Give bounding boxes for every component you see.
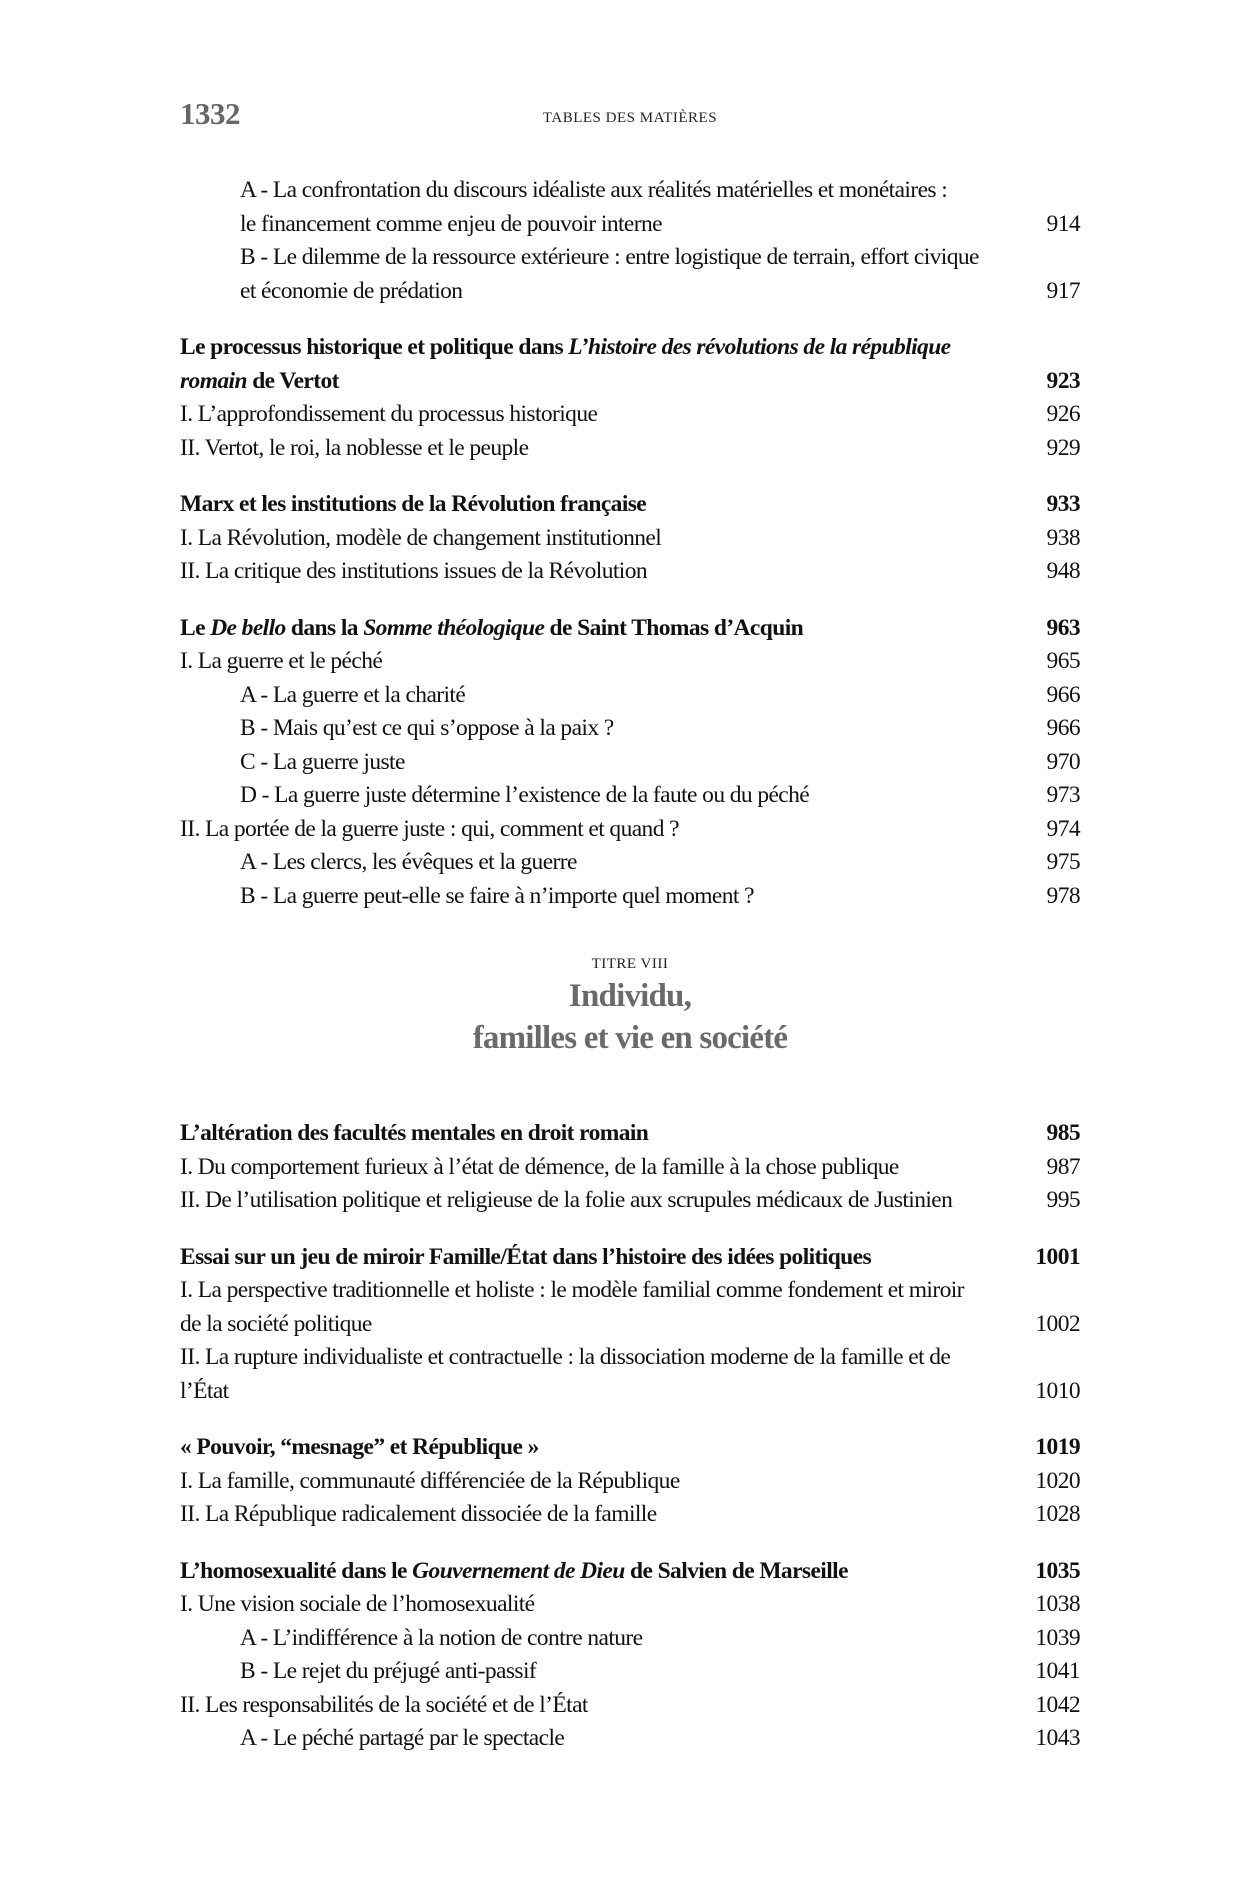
toc-text: II. Vertot, le roi, la noblesse et le peuple [180,434,529,461]
toc-text: II. Les responsabilités de la société et de l’État [180,1691,588,1718]
toc-subentry [180,712,1080,746]
toc-entry-text [180,712,1024,746]
toc-page-number: 914 [1046,210,1080,237]
toc-text: A - L’indifférence à la notion de contre nature [240,1624,643,1651]
toc-page-number: 917 [1046,277,1080,304]
toc-group [180,1117,1080,1218]
toc-entry-title [180,1431,1080,1465]
toc-entry-title [180,1555,1080,1589]
toc-subentry [180,1655,1080,1689]
toc-text: A - Le péché partagé par le spectacle [240,1725,565,1751]
toc-page-number: 966 [1046,681,1080,708]
toc-page-number: 975 [1046,849,1080,875]
toc-entry-text [180,846,1024,880]
toc-group [180,1431,1080,1532]
toc-text: L’homosexualité dans le [180,1557,413,1584]
toc-italic-text: Gouvernement de Dieu [412,1557,625,1584]
toc-subentry [180,241,1080,275]
toc-text: II. La rupture individualiste et contractuelle : la dissociation moderne de la famille et de l’État [180,1344,951,1404]
toc-entry-title [180,488,1080,522]
section-label: TITRE VIII [591,956,669,972]
toc-page-number: 966 [1046,715,1080,741]
toc-page-number: 965 [1046,648,1080,674]
toc-entry-text [180,645,1024,679]
toc-italic-text: De bello [210,614,286,641]
toc-page-number: 973 [1046,782,1080,808]
toc-entry-text [180,612,1024,646]
toc-group [180,612,1080,914]
toc-page-number: 1019 [1035,1434,1080,1460]
toc-page-number: 1042 [1035,1691,1080,1718]
toc-entry [180,1151,1080,1185]
toc-page-number: 974 [1046,815,1080,842]
toc-text: I. La perspective traditionnelle et holiste : le modèle familial comme fondement et miroir [180,1277,964,1303]
section-title-line2: familles et vie en société [472,1020,788,1056]
toc-text: A - Les clercs, les évêques et la guerre [240,849,577,875]
toc-entry-title [180,331,1080,365]
toc-entry-text [180,241,1024,275]
toc-entry [180,645,1080,679]
section-title-line1: Individu, [568,978,692,1014]
toc-subentry [180,746,1080,780]
toc-text: B - La guerre peut-elle se faire à n’importe quel moment ? [240,882,754,909]
toc-entry-text [180,1498,1024,1532]
toc-text: de la société politique [180,1310,372,1337]
toc-text: I. La famille, communauté différenciée de la République [180,1467,680,1494]
toc-text: B - Le rejet du préjugé anti-passif [240,1658,537,1684]
toc-page-number: 970 [1046,748,1080,775]
toc-entry [180,398,1080,432]
toc-page-number: 923 [1046,367,1080,394]
toc-entry-title [180,1241,1080,1275]
toc-group [180,174,1080,308]
toc-groups-before [180,174,1080,913]
page-header [180,96,1080,136]
running-title: TABLES DES MATIÈRES [542,110,718,126]
toc-entry-text [180,679,1024,713]
toc-subentry [180,846,1080,880]
toc-text: Le processus historique et politique dans [180,334,569,360]
toc-text: de Saint Thomas d’Acquin [544,614,804,641]
toc-entry [180,813,1080,847]
toc-page-number: 995 [1046,1187,1080,1213]
toc-subentry [180,275,1080,309]
toc-page-number: 929 [1046,434,1080,461]
toc-text: I. La Révolution, modèle de changement institutionnel [180,524,662,551]
toc-subentry [180,1722,1080,1756]
table-of-contents [180,174,1080,1779]
toc-text: Essai sur un jeu de miroir Famille/État dans l’histoire des idées politiques [180,1243,872,1270]
toc-entry-text [180,1241,1024,1275]
toc-entry [180,522,1080,556]
toc-entry [180,555,1080,589]
toc-entry [180,1341,1080,1408]
toc-entry-text [180,746,1024,780]
toc-entry [180,1465,1080,1499]
toc-text: II. De l’utilisation politique et religieuse de la folie aux scrupules médicaux de Justinien [180,1187,953,1213]
toc-text: de Salvien de Marseille [624,1557,848,1584]
toc-entry [180,1588,1080,1622]
toc-group [180,331,1080,465]
toc-entry-text [180,779,1024,813]
toc-page-number: 926 [1046,401,1080,427]
toc-page-number: 1039 [1035,1624,1080,1651]
toc-entry-text [180,398,1024,432]
toc-page-number: 1041 [1035,1658,1080,1684]
toc-entry-text [180,522,1024,556]
toc-subentry [180,880,1080,914]
toc-entry-text [180,1431,1024,1465]
toc-entry-text [180,1722,1024,1756]
toc-page-number: 1038 [1035,1591,1080,1617]
toc-groups-after [180,1117,1080,1756]
toc-entry-text [180,174,1024,208]
toc-entry-title [180,365,1080,399]
toc-entry-text [180,1184,1024,1218]
section-heading [180,953,1080,1059]
toc-text: II. La critique des institutions issues de la Révolution [180,558,648,584]
toc-page-number: 987 [1046,1153,1080,1180]
toc-entry-text [180,432,1024,466]
toc-entry-text [180,208,1024,242]
toc-entry-text [180,275,1024,309]
toc-entry [180,1498,1080,1532]
toc-page-number: 1010 [1035,1377,1080,1404]
toc-page-number: 1043 [1035,1725,1080,1751]
toc-text: dans la [285,614,364,641]
toc-entry-text [180,1274,1024,1308]
toc-page-number: 948 [1046,558,1080,584]
toc-entry-text [180,1341,1024,1408]
toc-italic-text: L’histoire des révolutions de la république [568,334,951,360]
toc-page-number: 985 [1046,1120,1080,1146]
toc-entry [180,1308,1080,1342]
toc-text: de Vertot [246,367,339,394]
toc-text: Le [180,614,211,641]
toc-entry-text [180,1655,1024,1689]
toc-text: I. Du comportement furieux à l’état de démence, de la famille à la chose publique [180,1153,899,1180]
toc-subentry [180,1622,1080,1656]
toc-entry-text [180,1308,1024,1342]
toc-text: B - Le dilemme de la ressource extérieure : entre logistique de terrain, effort civique [240,244,979,270]
toc-page-number: 1020 [1035,1467,1080,1494]
toc-entry [180,432,1080,466]
toc-entry-text [180,365,1024,399]
toc-group [180,1241,1080,1409]
toc-subentry [180,208,1080,242]
toc-text: « Pouvoir, “mesnage” et République » [180,1434,539,1460]
toc-text: II. La République radicalement dissociée de la famille [180,1501,657,1527]
toc-subentry [180,174,1080,208]
toc-entry-text [180,1622,1024,1656]
toc-text: II. La portée de la guerre juste : qui, comment et quand ? [180,815,679,842]
toc-group [180,488,1080,589]
toc-entry-text [180,331,1024,365]
toc-entry-text [180,1465,1024,1499]
toc-page-number: 933 [1046,491,1080,517]
toc-text: A - La guerre et la charité [240,681,466,708]
toc-entry [180,1184,1080,1218]
toc-entry-text [180,1117,1024,1151]
toc-page-number: 1035 [1035,1557,1080,1584]
toc-text: I. L’approfondissement du processus historique [180,401,598,427]
toc-text: le financement comme enjeu de pouvoir interne [240,210,662,237]
toc-group [180,1555,1080,1756]
toc-italic-text: romain [180,367,247,394]
toc-page-number: 978 [1046,882,1080,909]
toc-text: I. La guerre et le péché [180,648,383,674]
toc-entry-title [180,612,1080,646]
toc-subentry [180,679,1080,713]
toc-entry [180,1689,1080,1723]
toc-text: A - La confrontation du discours idéaliste aux réalités matérielles et monétaires : [240,177,948,203]
toc-entry-text [180,880,1024,914]
toc-page-number: 938 [1046,524,1080,551]
toc-entry-text [180,1689,1024,1723]
toc-entry [180,1274,1080,1308]
toc-text: B - Mais qu’est ce qui s’oppose à la paix ? [240,715,614,741]
page-number: 1332 [180,96,240,131]
toc-text: L’altération des facultés mentales en droit romain [180,1120,649,1146]
toc-entry-text [180,813,1024,847]
toc-text: Marx et les institutions de la Révolution française [180,491,647,517]
toc-entry-text [180,1151,1024,1185]
toc-page-number: 1002 [1035,1310,1080,1337]
toc-text: I. Une vision sociale de l’homosexualité [180,1591,535,1617]
toc-text: D - La guerre juste détermine l’existence de la faute ou du péché [240,782,810,808]
toc-page-number: 1028 [1035,1501,1080,1527]
toc-entry-title [180,1117,1080,1151]
toc-italic-text: Somme théologique [363,614,545,641]
toc-subentry [180,779,1080,813]
toc-entry-text [180,1555,1024,1589]
toc-text: C - La guerre juste [240,748,405,775]
toc-entry-text [180,488,1024,522]
toc-entry-text [180,1588,1024,1622]
toc-entry-text [180,555,1024,589]
toc-page-number: 1001 [1035,1243,1080,1270]
toc-text: et économie de prédation [240,277,463,304]
toc-page-number: 963 [1046,614,1080,641]
